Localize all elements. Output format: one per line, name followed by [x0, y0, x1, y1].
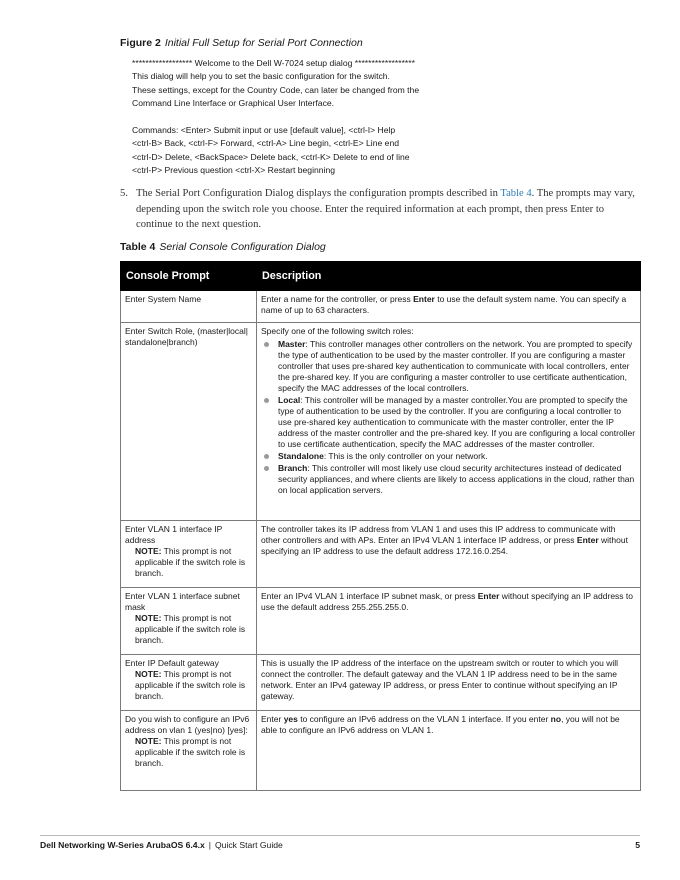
- note-text: This prompt is not applicable if the switch role is branch.: [135, 736, 246, 768]
- table-number: Table 4: [120, 241, 156, 253]
- table-row: [121, 711, 641, 791]
- prompt-text: Enter VLAN 1 interface IP address: [125, 524, 223, 545]
- prompt-cell: [121, 711, 257, 791]
- prompt-cell: [121, 291, 257, 323]
- no-keyword: no: [550, 714, 562, 724]
- footer-divider: [40, 835, 640, 836]
- figure-number: Figure 2: [120, 37, 161, 49]
- prompt-text: Enter Switch Role, (master|local|standalone|branch): [125, 326, 248, 347]
- prompt-cell: [121, 323, 257, 521]
- figure-caption: [120, 37, 363, 49]
- list-item: [261, 463, 636, 496]
- description-text: without specifying an IP address to use the default address 172.16.0.254.: [261, 535, 628, 556]
- prompt-text: Enter IP Default gateway: [125, 658, 219, 668]
- list-item: [261, 339, 636, 394]
- console-line: <ctrl-D> Delete, <BackSpace> Delete back, <ctrl-K> Delete to end of line: [132, 151, 410, 162]
- role-term: Local: [278, 395, 301, 405]
- description-cell: [257, 655, 641, 711]
- note: [135, 613, 252, 646]
- table-row: [121, 521, 641, 588]
- yes-keyword: yes: [283, 714, 298, 724]
- prompt-text: Enter System Name: [125, 294, 202, 304]
- enter-key-label: Enter: [570, 203, 594, 215]
- description-text: Specify one of the following switch roles:: [261, 326, 414, 336]
- note-label: NOTE:: [135, 669, 162, 679]
- description-text: to configure an IPv6 address on the VLAN 1 interface. If you enter: [297, 714, 551, 724]
- prompt-cell: [121, 521, 257, 588]
- table-4-link[interactable]: Table 4: [500, 188, 532, 199]
- table-row: [121, 655, 641, 711]
- table-row: [121, 291, 641, 323]
- footer-guide: Quick Start Guide: [214, 840, 283, 850]
- description-cell: [257, 711, 641, 791]
- console-output: [132, 57, 632, 178]
- note: [135, 546, 252, 579]
- console-line: <ctrl-B> Back, <ctrl-F> Forward, <ctrl-A> Line begin, <ctrl-E> Line end: [132, 138, 399, 149]
- description-text: Enter: [261, 714, 284, 724]
- step-text-part: . The prompts may vary, depending upon the switch role you choose. Enter the required information at each prompt, then press: [136, 188, 635, 215]
- table-title: Serial Console Configuration Dialog: [159, 241, 326, 253]
- step-text-part: The Serial Port Configuration Dialog displays the configuration prompts described in: [136, 188, 501, 199]
- role-description: : This controller manages other controllers on the network. You are prompted to specify the type of authentication to be used by the master controller. If you are configuring a master controller that uses pre-shared key authentication to communicate with local controllers, enter the pre-shared key. If you are configuring a master controller to use certificate authentication, specify the MAC addresses of the local controllers.: [278, 339, 633, 393]
- role-description: : This controller will most likely use cloud security architectures instead of dedicated security appliances, and where clients are likely to access applications in the cloud, rather than on local application servers.: [278, 463, 635, 495]
- description-text: to use the default system name. You can specify a name of up to 63 characters.: [261, 294, 627, 315]
- console-line: These settings, except for the Country Code, can later be changed from the: [132, 84, 420, 95]
- console-line: Commands: <Enter> Submit input or use [default value], <ctrl-I> Help: [132, 124, 396, 135]
- enter-keyword: Enter: [576, 535, 599, 545]
- description-text: This is usually the IP address of the interface on the upstream switch or router to which you will connect the controller. The default gateway and the VLAN 1 IP address need to be in the same network. Enter an IPv4 gateway IP address, or press Enter to continue without specifying an IP gateway.: [261, 658, 619, 701]
- description-text: Enter a name for the controller, or press: [261, 294, 414, 304]
- bullet-icon: [264, 454, 269, 459]
- list-item: [261, 395, 636, 450]
- note-label: NOTE:: [135, 613, 162, 623]
- step-number: 5.: [120, 188, 128, 199]
- prompt-text: Do you wish to configure an IPv6 address on vlan 1 (yes|no) [yes]:: [125, 714, 250, 735]
- header-console-prompt: Console Prompt: [121, 262, 257, 291]
- table-row: [121, 588, 641, 655]
- console-line: <ctrl-P> Previous question <ctrl-X> Restart beginning: [132, 165, 336, 176]
- enter-keyword: Enter: [477, 591, 500, 601]
- footer-separator: |: [208, 840, 211, 850]
- table-header-row: [121, 262, 641, 291]
- note: [135, 669, 252, 702]
- table-row: [121, 323, 641, 521]
- note-text: This prompt is not applicable if the switch role is branch.: [135, 669, 246, 701]
- step-5: [120, 186, 640, 233]
- role-term: Standalone: [278, 451, 324, 461]
- description-text: , you will not be able to configure an IPv6 address on VLAN 1.: [261, 714, 620, 735]
- role-description: : This is the only controller on your network.: [323, 451, 488, 461]
- header-description: Description: [257, 262, 641, 291]
- table-caption: [120, 241, 326, 253]
- page-number: 5: [635, 840, 640, 850]
- enter-keyword: Enter: [413, 294, 435, 304]
- note-label: NOTE:: [135, 546, 162, 556]
- note: [135, 736, 252, 769]
- description-cell: [257, 323, 641, 521]
- description-cell: [257, 588, 641, 655]
- page-footer: [40, 840, 640, 850]
- console-line: This dialog will help you to set the basic configuration for the switch.: [132, 71, 390, 82]
- bullet-icon: [264, 398, 269, 403]
- prompt-cell: [121, 655, 257, 711]
- role-term: Branch: [278, 463, 308, 473]
- description-text: without specifying an IP address to use the default address 255.255.255.0.: [261, 591, 633, 612]
- bullet-icon: [264, 342, 269, 347]
- console-line: ****************** Welcome to the Dell W-7024 setup dialog ******************: [132, 58, 415, 68]
- step-text: [136, 186, 640, 233]
- note-label: NOTE:: [135, 736, 162, 746]
- note-text: This prompt is not applicable if the switch role is branch.: [135, 613, 246, 645]
- description-cell: [257, 291, 641, 323]
- serial-console-config-table: [120, 261, 641, 791]
- note-text: This prompt is not applicable if the switch role is branch.: [135, 546, 246, 578]
- step-text-part: to continue to the next question.: [136, 203, 605, 230]
- role-description: : This controller will be managed by a master controller.You are prompted to specify the type of authentication to be used by the controller. If you are configuring a local controller to use pre-shared key authentication to communicate with the master controller, enter the IP address of the master controller and the pre-shared key. If you are configuring a local controller to use certificate authentication, specify the MAC addresses of the master controller.: [278, 395, 636, 449]
- description-cell: [257, 521, 641, 588]
- console-line: [132, 111, 632, 124]
- footer-product: Dell Networking W-Series ArubaOS 6.4.x: [40, 840, 205, 850]
- role-term: Master: [278, 339, 306, 349]
- prompt-text: Enter VLAN 1 interface subnet mask: [125, 591, 240, 612]
- prompt-cell: [121, 588, 257, 655]
- figure-title: Initial Full Setup for Serial Port Connection: [164, 37, 363, 49]
- description-text: Enter an IPv4 VLAN 1 interface IP subnet mask, or press: [261, 591, 478, 601]
- list-item: [261, 451, 636, 462]
- description-text: The controller takes its IP address from VLAN 1 and uses this IP address to communicate with other controllers and with APs. Enter an IPv4 VLAN 1 interface IP address, or press: [261, 524, 616, 545]
- bullet-icon: [264, 466, 269, 471]
- console-line: Command Line Interface or Graphical User Interface.: [132, 98, 335, 109]
- switch-role-list: [261, 339, 636, 496]
